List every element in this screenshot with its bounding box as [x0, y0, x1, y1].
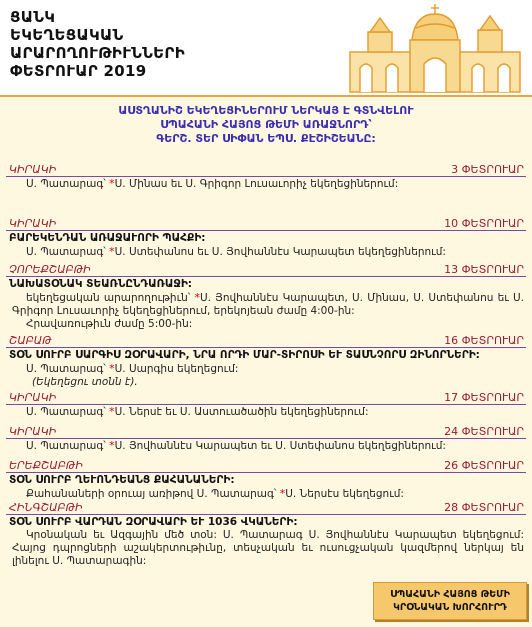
event-weekday: ՀԻՆԳՇԱԲԹԻ	[9, 501, 83, 514]
event-header	[6, 162, 526, 177]
title-line: ԵԿԵՂԵՑԱԿԱՆ	[10, 26, 124, 44]
event-service-line: Ս. Պատարագ՝ *Ս. Ստեփանոս եւ Ս. Յովհաննէս Կարապետ եկեղեցիներում:	[26, 245, 446, 258]
event-weekday: ԿԻՐԱԿԻ	[9, 391, 57, 404]
event-header	[6, 333, 526, 348]
event-feast-title: ԲԱՐԵԿԵՆԴԱՆ ԱՌԱՋԱՒՈՐԻ ՊԱՀՔԻ:	[9, 232, 206, 244]
event-header	[6, 458, 526, 473]
footer-signature	[373, 582, 527, 620]
event-date: 10 ՓԵՏՐՈՒԱՐ	[444, 217, 524, 230]
event-weekday: ԿԻՐԱԿԻ	[9, 425, 57, 438]
event-description: Կրօնական եւ Ազգային մեծ տօն: Ս. Պատարագ Ս. Յովհաննէս Կարապետ եկեղեցում: Հայոց դպրոցների աշակերտութիւնը, տեսչական եւ ուսուցչական կազմերով ներկայ են լինելու Ս. Պատարագին:	[12, 529, 524, 567]
event-entry	[6, 424, 526, 453]
event-entry	[6, 216, 526, 259]
event-date: 24 ՓԵՏՐՈՒԱՐ	[444, 425, 524, 438]
event-entry	[6, 162, 526, 191]
header	[0, 0, 532, 96]
event-date: 28 ՓԵՏՐՈՒԱՐ	[444, 501, 524, 514]
event-weekday: ՉՈՐԵՔՇԱԲԹԻ	[9, 263, 91, 276]
title-line: ՓԵՏՐՈՒԱՐ 2019	[10, 62, 147, 80]
event-entry	[6, 500, 526, 568]
header-divider	[0, 95, 532, 97]
event-service-line: Ս. Պատարագ՝ *Ս. Ներսէ եւ Ս. Աստուածածին եկեղեցիներում:	[26, 405, 369, 418]
event-service-line: Քահանաների օրուայ առիթով Ս. Պատարագ՝ *Ս. Ներսէս եկեղեցում:	[26, 487, 404, 500]
title-line: ԱՐԱՐՈՂՈՒԹԻՒՆՆԵՐԻ	[10, 44, 185, 62]
star-marker-icon: *	[109, 439, 115, 452]
event-date: 26 ՓԵՏՐՈՒԱՐ	[444, 459, 524, 472]
footer-line: ԿՐՕՆԱԿԱՆ ԽՈՐՀՈՒՐԴ	[393, 602, 507, 613]
event-header	[6, 424, 526, 439]
event-weekday: ԿԻՐԱԿԻ	[9, 163, 57, 176]
event-date: 17 ՓԵՏՐՈՒԱՐ	[444, 391, 524, 404]
event-feast-title: ՆԱԽԱՏՕՆԱԿ ՏԵԱՌՆԸՆԴԱՌԱՋԻ:	[9, 278, 193, 290]
star-marker-icon: *	[109, 177, 115, 190]
event-header	[6, 262, 526, 277]
event-weekday: ԿԻՐԱԿԻ	[9, 217, 57, 230]
intro-line: ԱՍՏՂԱՆԻՇ ԵԿԵՂԵՑԻՆԵՐՈՒՄ ՆԵՐԿԱՅ Է ԳՏՆՎԵԼՈՒ	[118, 104, 414, 117]
event-description: եկեղեցական արարողութիւն՝ *Ս. Յովհաննէս Կարապետ, Ս. Մինաս, Ս. Ստեփանոս եւ Ս. Գրիգոր Լուսաւորիչ եկեղեցիներում, երեկոյեան ժամը 4:00-ին:	[12, 291, 524, 317]
footer-line: ՍՊԱՀԱՆԻ ՀԱՅՈՑ ԹԵՄԻ	[390, 589, 510, 600]
event-weekday: ՇԱԲԱԹ	[9, 334, 52, 347]
event-service-line: Ս. Պատարագ՝ *Ս. Սարգիս եկեղեցում:	[26, 362, 239, 375]
intro-notice	[60, 104, 472, 146]
event-feast-title: ՏՕՆ ՍՈՒՐԲ ՂԵՒՈՆԴԵԱՆՑ ՔԱՀԱՆԱՆԵՐԻ:	[9, 474, 235, 486]
star-marker-icon: *	[194, 291, 200, 304]
star-marker-icon: *	[279, 487, 286, 500]
event-service-line: Ս. Պատարագ՝ *Ս. Յովհաննէս Կարապետ եւ Ս. Ստեփանոս եկեղեցիներում:	[26, 439, 446, 452]
event-entry	[6, 390, 526, 419]
event-note: (Եկեղեցու տօնն է).	[32, 376, 138, 388]
star-marker-icon: *	[109, 245, 115, 258]
event-header	[6, 216, 526, 231]
event-date: 16 ՓԵՏՐՈՒԱՐ	[444, 334, 524, 347]
intro-line: ՍՊԱՀԱՆԻ ՀԱՅՈՑ ԹԵՄԻ ԱՌԱՋՆՈՐԴ՝	[160, 118, 372, 131]
event-weekday: ԵՐԵՔՇԱԲԹԻ	[9, 459, 83, 472]
event-entry	[6, 262, 526, 331]
event-service-line: Ս. Պատարագ՝ *Ս. Մինաս եւ Ս. Գրիգոր Լուսաւորիչ եկեղեցիներում:	[26, 177, 399, 190]
title-line: ՑԱՆԿ	[10, 8, 56, 26]
star-marker-icon: *	[109, 405, 115, 418]
event-header	[6, 500, 526, 515]
event-service-line: Հրավառութիւն ժամը 5:00-ին:	[26, 318, 193, 330]
event-entry	[6, 458, 526, 501]
church-illustration-icon	[340, 2, 530, 94]
event-feast-title: ՏՕՆ ՍՈՒՐԲ ՎԱՐԴԱՆ ԶՕՐԱՎԱՐԻ ԵՒ 1036 ՎԿԱՆԵՐԻ:	[9, 516, 298, 528]
star-marker-icon: *	[109, 362, 115, 375]
event-header	[6, 390, 526, 405]
event-entry	[6, 333, 526, 389]
event-date: 13 ՓԵՏՐՈՒԱՐ	[444, 263, 524, 276]
page-title	[10, 8, 185, 80]
event-feast-title: ՏՕՆ ՍՈՒՐԲ ՍԱՐԳԻՍ ԶՕՐԱՎԱՐԻ, ՆՐԱ ՈՐԴԻ ՄԱՐ-ՏԻՐՈՍԻ ԵՒ ՏԱՍՆՉՈՐՍ ԶԻՆՈՐՆԵՐԻ:	[9, 349, 480, 361]
intro-line: ԳԵՐՇ. ՏԵՐ ՍԻՓԱՆ ԵՊՍ. ՔԷՇԻՇԵԱՆԸ:	[156, 132, 376, 145]
event-date: 3 ՓԵՏՐՈՒԱՐ	[451, 163, 524, 176]
